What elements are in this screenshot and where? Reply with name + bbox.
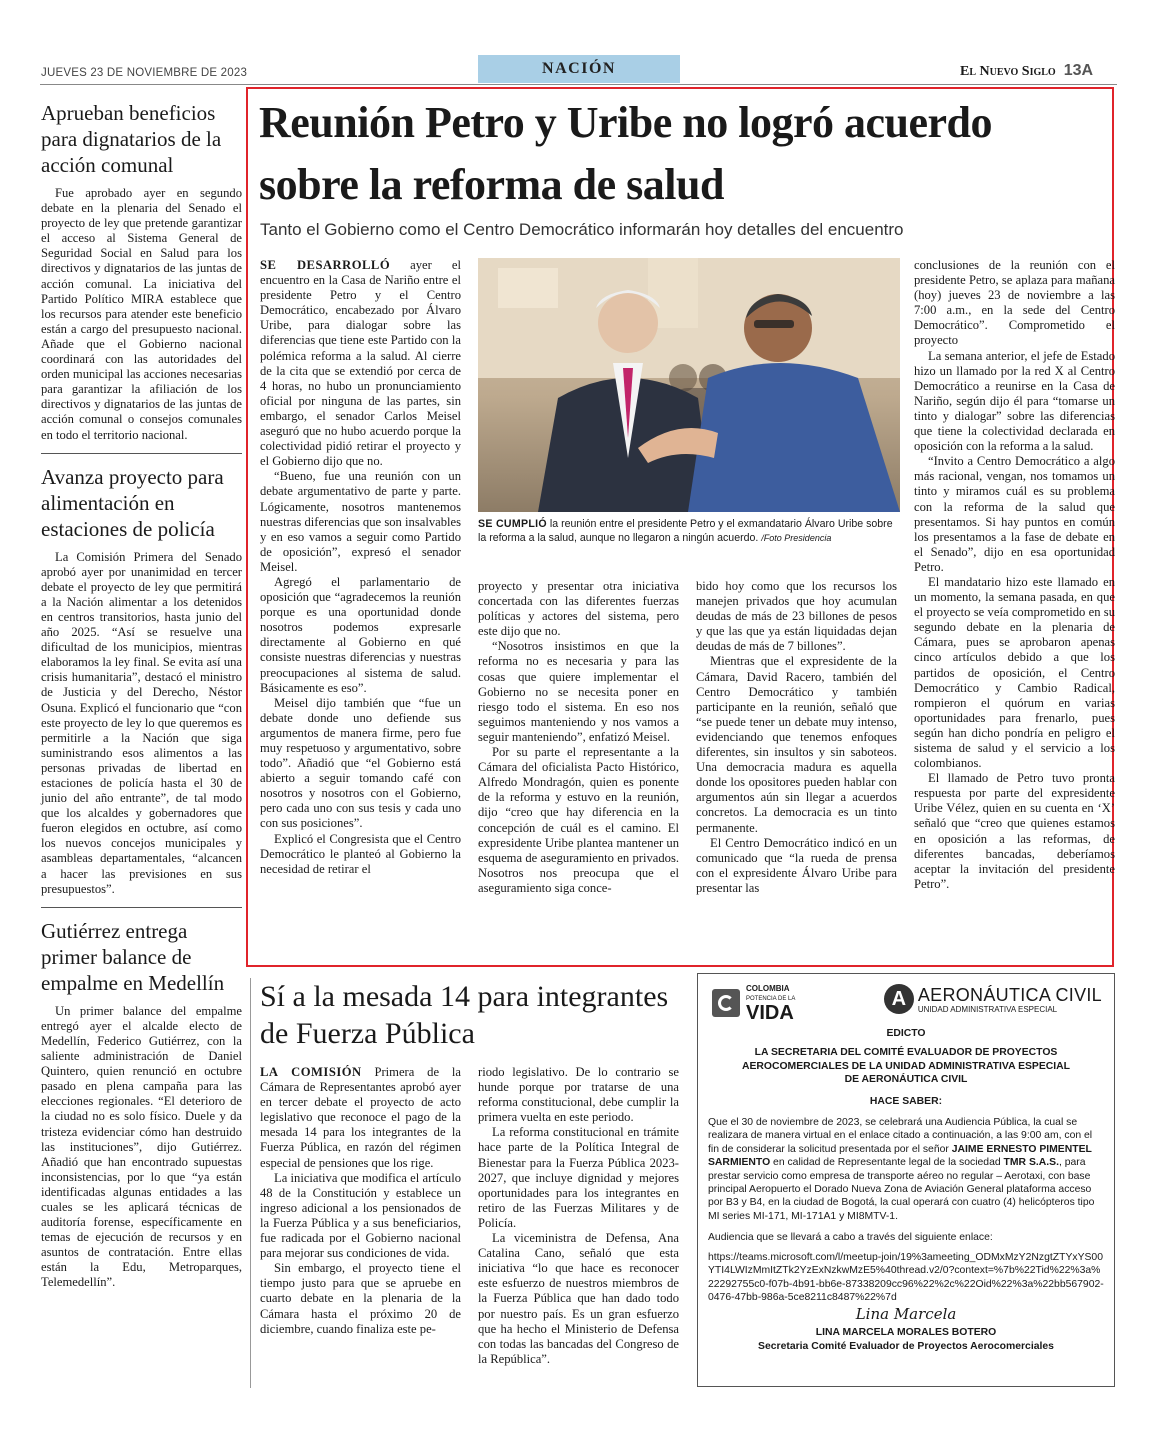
vida-icon	[712, 989, 740, 1017]
body-part: Que el 30 de noviembre de 2023, se celebrará una Audiencia Pública, la cual se realizara de manera virtual en el enlace citado a continuación, a las 9:00 am, con el fin de considerar la solicitud presentada por el señor	[708, 1117, 1093, 1155]
side-divider	[41, 907, 242, 908]
paragraph: El Centro Democrático indicó en un comunicado que “la rueda de prensa con el expresidente Álvaro Uribe para presentar las	[696, 835, 897, 895]
side-article-title: Gutiérrez entrega primer balance de empalme en Medellín	[41, 918, 225, 995]
bottom-column-rule	[250, 978, 251, 1388]
ad-logos	[708, 980, 1104, 1024]
main-col-1	[260, 258, 461, 877]
paragraph: riodo legislativo. De lo contrario se hunde porque por tratarse de una reforma constitucional, debe cumplir la primera vuelta en este periodo.	[478, 1065, 679, 1125]
aerocivil-icon: A	[884, 984, 914, 1014]
paragraph: La iniciativa que modifica el artículo 48 de la Constitución y establece un ingreso adicional a los pensionados de la Fuerza Pública y a sus beneficiarios, fue radicada por el Gobierno nacional para mejorar sus condiciones de vida.	[260, 1170, 461, 1261]
body-part: en calidad de Representante legal de la sociedad	[770, 1157, 1004, 1169]
signature: Lina Marcela	[855, 1305, 957, 1324]
caption-text: la reunión entre el presidente Petro y el exmandatario Álvaro Uribe sobre la reforma a la salud, aunque no llegaron a ningún acuerdo.	[478, 518, 893, 544]
paragraph: Por su parte el representante a la Cámara del oficialista Pacto Histórico, Alfredo Mondragón, quien es ponente de la reforma y estuvo en la reunión, dijo “creo que hay diferencia en la concepción de cuál es el camino. El expresidente Uribe plantea mantener un esquema de aseguramiento en privados. Nosotros nos preocupa que el aseguramiento siga conce-	[478, 745, 679, 895]
paragraph: Fue aprobado ayer en segundo debate en la plenaria del Senado el proyecto de ley que pretende garantizar el acceso al Sistema General de Seguridad Social en Salud para los directivos y dignatarios de las juntas de acción comunal. La iniciativa del Partido Político MIRA establece que los recursos para atender este beneficio están a cargo del presupuesto nacional. Añade que el Gobierno nacional coordinará con las autoridades del orden municipal las acciones necesarias para garantizar la afiliación de los directivos y dignatarios de las juntas de acción comunal o consejos comunales en todo el territorio nacional.	[41, 186, 242, 442]
side-article-title: Avanza proyecto para alimentación en estaciones de policía	[41, 464, 224, 541]
paragraph: “Invito a Centro Democrático a algo más racional, vengan, nos tomamos un tinto y miramos cuál es su problema con la reforma de la salud que presentamos. Si hay puntos en común los presentamos a la fase de debate en el Senado”, dijo en esa oportunidad Petro.	[914, 454, 1115, 574]
side-divider	[41, 453, 242, 454]
link-intro: Audiencia que se llevará a cabo a través del siguiente enlace:	[708, 1232, 993, 1244]
paragraph: conclusiones de la reunión con el presidente Petro, se aplaza para mañana (hoy) jueves 23 de noviembre a las 7:00 a.m., en la sede del Centro Democrático”. Comprometido el proyecto	[914, 258, 1115, 348]
edicto-body	[708, 1116, 1104, 1223]
paragraph: Un primer balance del empalme entregó ayer el alcalde electo de Medellín, Federico Gutiérrez, con la saliente administración de Daniel Quintero, quien renunció en octubre pasado en plena campaña para las elecciones regionales. “El deterioro de la ciudad no es solo físico. Duele y da tristeza evidenciar cómo han destruido las instituciones”, dijo Gutiérrez. Añadió que han encontrado supuestas inconsistencias, por lo que “ya están identificadas algunas entidades a las cuales se les aplicará técnicas de auditoría forense, específicamente en temas de ejecución de recursos y en asuntos de contratación. Entre ellas están la Edu, Metroparques, Telemedellín”.	[41, 1003, 242, 1290]
side-article	[41, 100, 242, 443]
paragraph: La semana anterior, el jefe de Estado hizo un llamado por la red X al Centro Democrático a reunirse en la Casa de Nariño, según dijo él para “tomarse un tinto y dialogar” sobre las diferencias que tiene la colectividad declarada en oposición con la reforma a la salud.	[914, 348, 1115, 454]
section-label	[478, 55, 680, 83]
paragraph: La Comisión Primera del Senado aprobó ayer por unanimidad en tercer debate el proyecto de ley que permitirá a la Nación alimentar a los detenidos en centros transitorios, hasta junio del año 2025. “Así se resuelve una dificultad de los municipios, mientras elaboramos la ley final. Se evita así una crisis humanitaria”, destacó el ministro de Justicia y del Derecho, Néstor Osuna. Explicó el funcionario que “con este proyecto de ley lo que queremos es permitirle a la Nación que siga suministrando esos alimentos a las personas privadas de libertad en estaciones de policía hasta el 30 de junio del año entrante”, de tal modo que los alcaldes y gobernadores que fueron elegidos en octubre, así como los nuevos concejos municipales y asambleas departamentales, “alcancen a hacer las previsiones en sus presupuestos”.	[41, 549, 242, 896]
side-article-body	[41, 1004, 242, 1291]
paragraph: Agregó el parlamentario de oposición que “agradecemos la reunión porque es una oportunidad donde nosotros podemos expresarle directamente al Gobierno en qué consiste nuestras diferencias y nuestras preocupaciones al sistema de salud. Básicamente es eso”.	[260, 574, 461, 695]
lead-text: Primera de la Cámara de Representantes aprobó ayer en tercer debate el proyecto de acto legislativo que reconoce el pago de la mesada 14 para los integrantes de la Fuerza Pública, en razón del régimen especial de pensiones que los rige.	[260, 1065, 461, 1170]
masthead	[960, 62, 1093, 80]
paragraph: proyecto y presentar otra iniciativa concertada con las diferentes fuerzas políticas y actores del sistema, pero este dijo que no.	[478, 579, 679, 639]
vida-small-text: POTENCIA DE LA	[746, 996, 796, 1002]
section-label-text: NACIÓN	[542, 60, 616, 77]
paragraph: Mientras que el expresidente de la Cámara, David Racero, también del Centro Democrático y también participante en la reunión, señaló que “se puede tener un debate muy intenso, evidenciando que tenemos enfoques diferentes, sin insultos y sin saboteos. Una democracia madura es aquella donde los opositores pueden hablar con argumentos aún sin llegar a acuerdos concretos. La democracia es un tinto permanente.	[696, 654, 897, 835]
lead-word: SE DESARROLLÓ	[260, 258, 391, 272]
bottom-headline: Sí a la mesada 14 para integrantes de Fuerza Pública	[260, 980, 669, 1050]
photo-illustration	[478, 258, 900, 512]
aerocivil-logo	[884, 984, 1102, 1014]
paragraph: Sin embargo, el proyecto tiene el tiempo justo para que se apruebe en cuarto debate en la plenaria de la Cámara hasta el próximo 20 de diciembre, cuando finaliza este pe-	[260, 1261, 461, 1336]
bottom-col-1	[260, 1065, 461, 1337]
aerocivil-title: AERONÁUTICA CIVIL	[917, 984, 1102, 1005]
paragraph	[260, 258, 461, 469]
main-col-3	[696, 579, 897, 896]
main-photo	[478, 258, 900, 512]
main-headline: Reunión Petro y Uribe no logró acuerdo sobre la reforma de salud	[259, 98, 993, 209]
caption-lead: SE CUMPLIÓ	[478, 518, 547, 530]
paragraph: El llamado de Petro tuvo pronta respuesta por parte del expresidente Uribe Vélez, quien en su cuenta en ‘X’ señaló que “creo que quienes estamos en oposición a las reformas, de diferentes bancadas, deberíamos aceptar la invitación del presidente Petro”.	[914, 771, 1115, 891]
side-article-body	[41, 186, 242, 443]
paragraph: La viceministra de Defensa, Ana Catalina Cano, señaló que esta iniciativa “lo que hace es reconocer este esfuerzo de nuestros miembros de la Fuerza Pública que han dado todo por nuestro país. Es un gran esfuerzo que ha hecho el Ministerio de Defensa con todas las bancadas del Congreso de la República”.	[478, 1231, 679, 1366]
header-rule	[40, 84, 1117, 85]
caption-credit: /Foto Presidencia	[761, 533, 832, 543]
main-subtitle: Tanto el Gobierno como el Centro Democrático informarán hoy detalles del encuentro	[260, 220, 904, 239]
edicto-heading: LA SECRETARIA DEL COMITÉ EVALUADOR DE PROYECTOS AEROCOMERCIALES DE LA UNIDAD ADMINISTRATIVA ESPECIAL DE AERONÁUTICA CIVIL	[741, 1047, 1071, 1086]
side-column	[41, 100, 242, 1291]
vida-top-text: COLOMBIA	[746, 984, 790, 993]
signer-role: Secretaria Comité Evaluador de Proyectos Aerocomerciales	[758, 1340, 1054, 1352]
bottom-col-2	[478, 1065, 679, 1367]
side-article-title: Aprueban beneficios para dignatarios de la acción comunal	[41, 101, 222, 177]
meeting-link[interactable]: https://teams.microsoft.com/l/meetup-join/19%3ameeting_ODMxMzY2NzgtZTYxYS00YTI4LWIzMmItZTk2YzExNzkwMzE5%40thread.v2/0?context=%7b%22Tid%22%3a%22292755c0-f07b-4b91-bb6e-87338209cc96%22%2c%22Oid%22%3a%22bb567902-0476-47bb-986a-5ce8211c8487%22%7d	[708, 1251, 1104, 1303]
header-date: JUEVES 23 DE NOVIEMBRE DE 2023	[41, 67, 248, 79]
paragraph	[260, 1065, 461, 1171]
photo-caption	[478, 517, 900, 545]
paragraph: Explicó el Congresista que el Centro Democrático le planteó al Gobierno la necesidad de retirar el	[260, 831, 461, 876]
colombia-vida-logo	[712, 984, 795, 1022]
aerocivil-subtitle: UNIDAD ADMINISTRATIVA ESPECIAL	[917, 1004, 1058, 1014]
paragraph: “Bueno, fue una reunión con un debate argumentativo de parte y parte. Lógicamente, nosotros mantenemos nuestras diferencias que son insalvables y en eso vamos a seguir como Partido de oposición”, expresó el senador Meisel.	[260, 469, 461, 574]
side-article	[41, 464, 242, 897]
paragraph: El mandatario hizo este llamado en un momento, la semana pasada, en que el proyecto se veía comprometido en su segundo debate en la plenaria de Cámara, pues se aprobaron apenas cinco artículos debido a que los partidos de oposición, el Centro Democrático y Cambio Radical, rompieron el quórum en varias oportunidades para frenarlo, pues según han dicho pondría en peligro el sistema de salud y el servicio a los colombianos.	[914, 574, 1115, 771]
lead-text: ayer el encuentro en la Casa de Nariño entre el presidente Petro y el Centro Democrático, encabezado por Álvaro Uribe, para dialogar sobre las diferencias que tiene este Partido con la polémica reforma a la salud. Al cierre de la cita que se extendió por cerca de 4 horas, no hubo un pronunciamiento oficial por ninguna de las partes, sin embargo, el senador Carlos Meisel aseguró que no hubo acuerdo porque la colectividad pidió retirar el proyecto y el Gobierno dijo que no.	[260, 258, 461, 469]
hace-saber: HACE SABER:	[869, 1095, 943, 1107]
edicto-ad	[697, 973, 1115, 1387]
company-name: TMR S.A.S.	[1003, 1157, 1059, 1169]
side-article	[41, 918, 242, 1291]
applicant-name: JAIME ERNESTO PIMENTEL SARMIENTO	[708, 1143, 1092, 1169]
paragraph: Meisel dijo también que “fue un debate donde uno defiende sus argumentos de manera firme, pero fue muy respetuoso y argumentativo, sobre todo”. Añadió que “el Gobierno está abierto a seguir tomando café con nosotros y nosotros con el Gobierno, pero cada uno con sus tesis y cada uno con sus posiciones”.	[260, 695, 461, 831]
main-col-2	[478, 579, 679, 896]
signer-name: LINA MARCELA MORALES BOTERO	[815, 1327, 997, 1339]
side-article-body	[41, 550, 242, 897]
body-part: , para prestar servicio como empresa de transporte aéreo no regular – Aerotaxi, con base principal Aeropuerto el Dorado Nueva Zona de Aviación General plataforma acceso por B3 y B4, en la ciudad de Bogotá, la cual operará con cuatro (4) helicópteros tipo MI series MI-171, MI-171A1 y MI8MTV-1.	[708, 1157, 1095, 1222]
paragraph: La reforma constitucional en trámite hace parte de la Política Integral de Bienestar para la Fuerza Pública 2023-2027, que incluye dignidad y mejores oportunidades para los integrantes en retiro de las Fuerzas Militares y de Policía.	[478, 1125, 679, 1230]
vida-big-text: VIDA	[746, 1002, 794, 1024]
paragraph: “Nosotros insistimos en que la reforma no es necesaria y para las cosas que quiere implementar el Gobierno no se necesita poner en riesgo todo el sistema. En eso nos seguimos manteniendo y nos vamos a seguir manteniendo”, enfatizó Meisel.	[478, 639, 679, 744]
edicto-label: EDICTO	[886, 1028, 926, 1039]
paragraph: bido hoy como que los recursos los manejen privados que hoy acumulan deudas de más de 23 billones de pesos y que las que ya están liquidadas dejan deudas de más de 7 billones”.	[696, 579, 897, 654]
page-number: 13A	[1063, 62, 1094, 79]
lead-word: LA COMISIÓN	[260, 1065, 362, 1079]
paper-name: El Nuevo Siglo	[960, 64, 1056, 79]
main-col-4	[914, 258, 1115, 892]
